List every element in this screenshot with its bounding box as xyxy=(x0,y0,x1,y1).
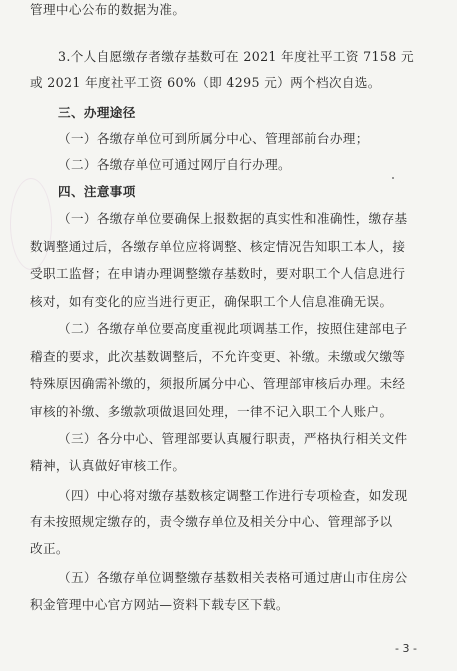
text-line-5: （一）各缴存单位可到所属分中心、管理部前台办理； xyxy=(58,131,369,146)
text-line-12: （二）各缴存单位要高度重视此项调基工作，按照住建部电子 xyxy=(58,321,408,336)
page-number: - 3 - xyxy=(395,642,417,655)
section-heading-channels: 三、办理途径 xyxy=(58,105,136,120)
text-line-22: 积金管理中心官方网站—资料下载专区下载。 xyxy=(30,597,289,612)
text-line-20: 改正。 xyxy=(30,541,69,556)
text-line-15: 审核的补缴、多缴款项做退回处理，一律不记入职工个人账户。 xyxy=(30,404,393,419)
section-heading-notes: 四、注意事项 xyxy=(58,184,136,199)
text-line-19: 有未按照规定缴存的，责令缴存单位及相关分中心、管理部予以 xyxy=(30,514,393,529)
text-line-3: 或 2021 年度社平工资 60%（即 4295 元）两个档次自选。 xyxy=(30,75,381,90)
text-line-1: 管理中心公布的数据为准。 xyxy=(30,2,186,17)
text-line-13: 稽查的要求，此次基数调整后，不允许变更、补缴。未缴或欠缴等 xyxy=(30,349,406,364)
text-line-11: 核对，如有变化的应当进行更正，确保职工个人信息准确无误。 xyxy=(30,294,393,309)
text-line-14: 特殊原因确需补缴的，须报所属分中心、管理部审核后办理。未经 xyxy=(30,376,406,391)
scan-speck xyxy=(392,177,394,179)
text-line-17: 精神，认真做好审核工作。 xyxy=(30,458,186,473)
text-line-21: （五）各缴存单位调整缴存基数相关表格可通过唐山市住房公 xyxy=(58,570,408,585)
text-line-10: 受职工监督；在申请办理调整缴存基数时，要对职工个人信息进行 xyxy=(30,266,406,281)
text-line-9: 数调整通过后，各缴存单位应将调整、核定情况告知职工本人，接 xyxy=(30,239,406,254)
text-line-2: 3.个人自愿缴存者缴存基数可在 2021 年度社平工资 7158 元 xyxy=(58,49,414,64)
text-line-6: （二）各缴存单位可通过网厅自行办理。 xyxy=(58,157,291,172)
faint-watermark xyxy=(10,178,52,270)
text-line-8: （一）各缴存单位要确保上报数据的真实性和准确性，缴存基 xyxy=(58,211,408,226)
text-line-18: （四）中心将对缴存基数核定调整工作进行专项检查，如发现 xyxy=(58,488,408,503)
text-line-16: （三）各分中心、管理部要认真履行职责，严格执行相关文件 xyxy=(58,431,408,446)
